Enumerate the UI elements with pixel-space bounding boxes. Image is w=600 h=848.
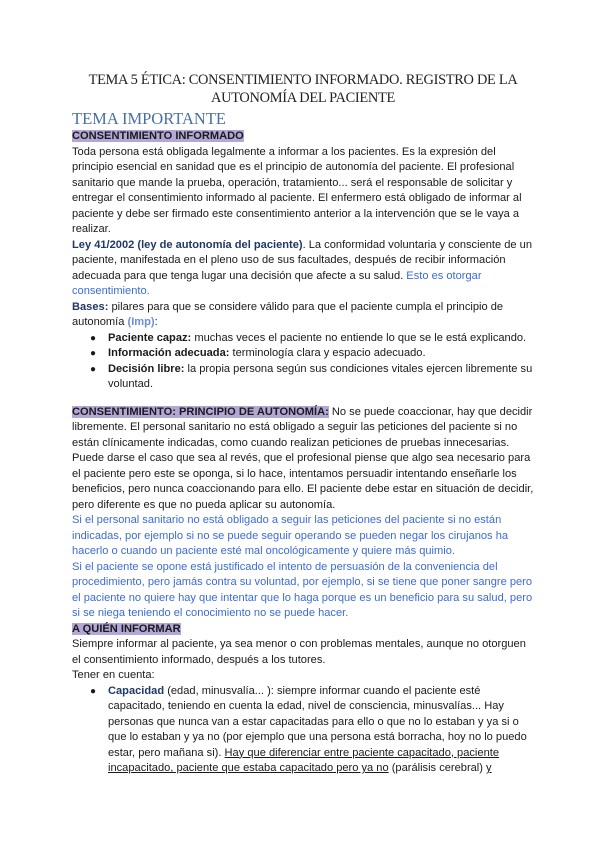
note-paragraph: Si el paciente se opone está justificado el intento de persuasión de la conveniencia del procedimiento, pero jamás contra su voluntad, por ejemplo, si se tiene que poner sangre pero el paciente no quiere hay que intentar que lo haga porque es un beneficio para su salud, pero si se niega teniendo el conocimiento no se puede hacer. (72, 560, 533, 619)
bases-paragraph (72, 300, 534, 331)
capacidad-list (72, 684, 534, 777)
bullet-text: terminología clara y espacio adecuado. (229, 347, 426, 359)
page-title: TEMA 5 ÉTICA: CONSENTIMIENTO INFORMADO. REGISTRO DE LA AUTONOMÍA DEL PACIENTE (88, 72, 518, 106)
section-a-quien-informar (72, 622, 534, 777)
bullet-label: Capacidad (108, 684, 165, 697)
bases-imp: (Imp) (127, 316, 155, 328)
law-note: Esto es otorgar consentimiento. (72, 269, 482, 297)
bases-label: Bases: (72, 300, 109, 313)
bullet-label: Decisión libre: (108, 362, 185, 375)
bullet-label: Información adecuada: (108, 347, 230, 359)
bullet-icon: ● (90, 348, 97, 359)
bullet-icon: ● (90, 685, 97, 697)
paragraph: Puede darse el caso que sea al revés, que el profesional piense que algo sea necesario para el paciente pero este se oponga, si lo hace, intentamos persuadir intentando enseñarle los beneficios, pero nunca coaccionando para ello. El paciente debe estar en situación de decidir, pero diferente es que no pueda aplicar su autonomía. (72, 452, 534, 511)
section-autonomia (72, 405, 534, 622)
paragraph: Toda persona está obligada legalmente a informar a los pacientes. Es la expresión del principio esencial en sanidad que es el principio de autonomía del paciente. El profesional sanitario que mande la prueba, operación, tratamiento... será el responsable de solicitar y entregar el consentimiento informado al paciente. El enfermero está obligado de informar al paciente y debe ser firmado este consentimiento anterior a la intervención que se le vaya a realizar. (72, 145, 522, 235)
list-item (72, 362, 534, 393)
bullet-tail: (parálisis cerebral) (388, 762, 487, 774)
bases-text: pilares para que se considere válido para que el paciente cumpla el principio de autonomía (72, 300, 504, 328)
note-paragraph: Si el personal sanitario no está obligado a seguir las peticiones del paciente si no están indicadas, por ejemplo si no se puede seguir operando se pueden negar los cirujanos ha hacerlo o cuando un paciente esté mal oncológicamente y quiere más quimio. (72, 514, 509, 557)
paragraph: Siempre informar al paciente, ya sea menor o con problemas mentales, aunque no otorguen el consentimiento informado, después a los tutores. (72, 638, 526, 666)
law-text: . La conformidad voluntaria y consciente de un paciente, manifestada en el pleno uso de sus facultades, después de recibir información adecuada para que tenga lugar una decisión que afecte a su salud. (72, 238, 533, 282)
bullet-text: (edad, minusvalía... ): siempre informar cuando el paciente esté capacitado, teniendo en cuenta la edad, nivel de consciencia, minusvalías... Hay personas que nunca van a estar capacitadas para ello o que no lo estaban y ya si o que lo estaban y ya no (por ejemplo que una persona está borracha, hoy no lo puedo estar, pero mañana si). (108, 684, 527, 759)
law-label: Ley 41/2002 (ley de autonomía del paciente) (72, 238, 303, 251)
section-heading: CONSENTIMIENTO INFORMADO (72, 130, 244, 142)
bullet-text: muchas veces el paciente no entiende lo que se le está explicando. (191, 331, 527, 344)
important-label: TEMA IMPORTANTE (72, 109, 226, 128)
note-text: Tener en cuenta: (72, 669, 155, 681)
document-content (72, 72, 534, 777)
law-paragraph (72, 238, 534, 300)
bullet-label: Paciente capaz: (108, 331, 192, 344)
list-item (72, 331, 534, 347)
section-heading: CONSENTIMIENTO: PRINCIPIO DE AUTONOMÍA: (72, 405, 329, 418)
bullet-icon: ● (90, 363, 97, 375)
bases-list (72, 331, 534, 393)
bullet-tail-underline: y (486, 762, 492, 774)
bullet-text: la propia persona según sus condiciones vitales ejercen libremente su voluntad. (108, 362, 533, 390)
list-item (72, 346, 534, 362)
bases-end: : (154, 316, 158, 328)
autonomia-intro (72, 405, 534, 452)
list-item (72, 684, 534, 777)
section-consentimiento (72, 129, 534, 393)
intro-text: No se puede coaccionar, hay que decidir libremente. El personal sanitario no está obligado a seguir las peticiones del paciente si no están clínicamente indicadas, como cuando realizan peticiones de pruebas innecesarias. (72, 405, 533, 449)
bullet-icon: ● (90, 332, 97, 344)
section-heading: A QUIÉN INFORMAR (72, 622, 181, 635)
bullet-underline: Hay que diferenciar entre paciente capacitado, paciente incapacitado, paciente que estaba capacitado pero ya no (108, 746, 499, 774)
spacer (72, 393, 534, 405)
